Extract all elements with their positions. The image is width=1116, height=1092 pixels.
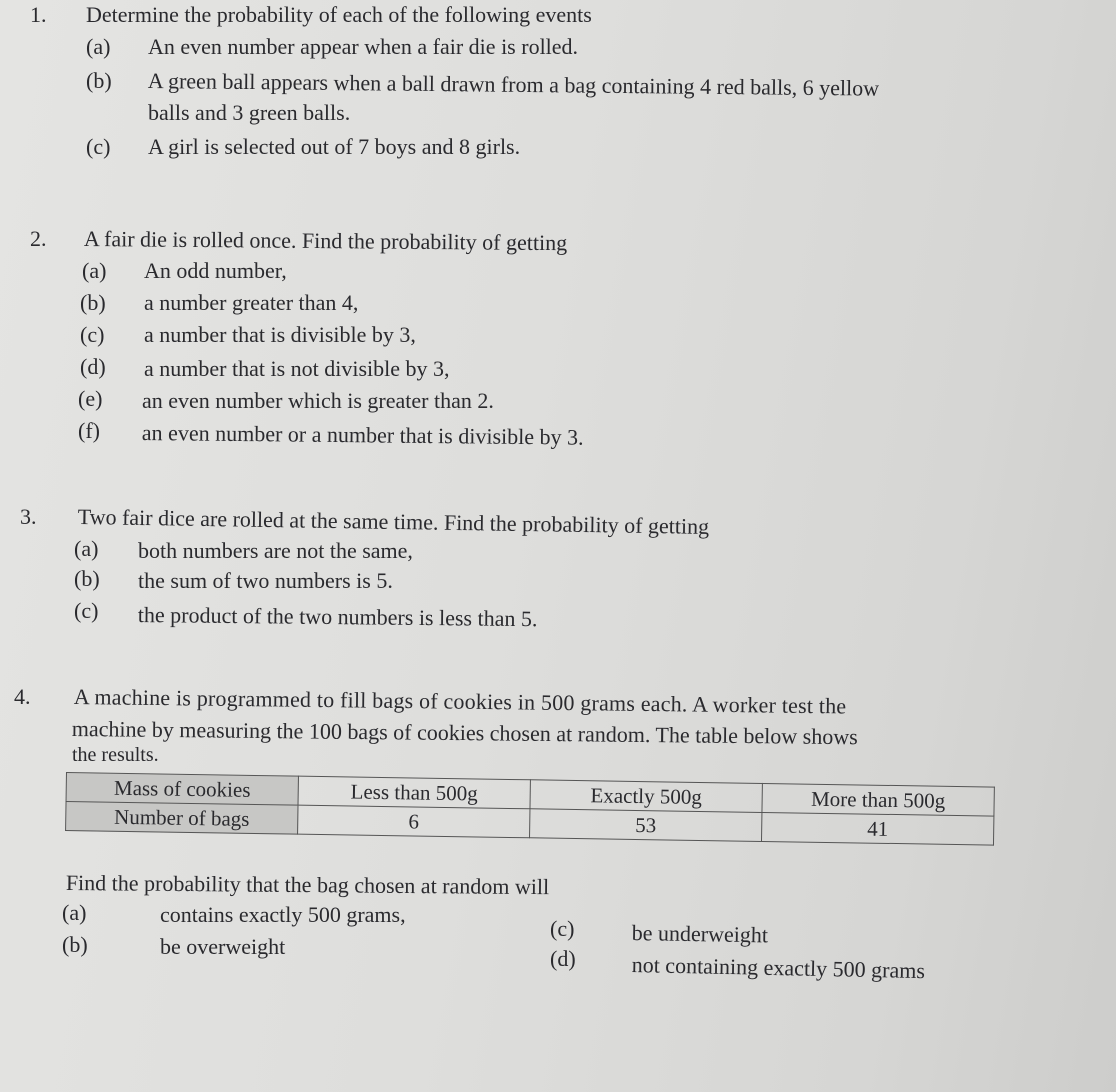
question-3c-label: (c) — [74, 598, 99, 623]
table-header-cell: Exactly 500g — [530, 780, 762, 813]
question-2f-label: (f) — [78, 418, 100, 443]
question-2f-text: an even number or a number that is divisible by 3. — [141, 420, 584, 450]
question-4a-text: contains exactly 500 grams, — [160, 902, 406, 927]
question-2c-label: (c) — [80, 322, 105, 347]
question-3b-text: the sum of two numbers is 5. — [138, 568, 393, 593]
question-2c-text: a number that is divisible by 3, — [144, 322, 416, 347]
question-4-text-line1: A machine is programmed to fill bags of cookies in 500 grams each. A worker test the — [73, 684, 847, 719]
question-3-number: 3. — [20, 504, 37, 529]
question-1-number: 1. — [30, 2, 47, 27]
question-3a-text: both numbers are not the same, — [138, 538, 413, 563]
question-1b-text-line2: balls and 3 green balls. — [148, 100, 351, 125]
table-header-cell: Mass of cookies — [66, 773, 298, 806]
question-4-number: 4. — [14, 684, 31, 709]
question-2a-text: An odd number, — [144, 258, 287, 283]
question-4d-text: not containing exactly 500 grams — [631, 952, 926, 984]
question-4b-text: be overweight — [160, 934, 286, 959]
question-4-prompt: Find the probability that the bag chosen at random will — [65, 870, 550, 900]
question-2e-label: (e) — [78, 386, 103, 411]
question-1a-text: An even number appear when a fair die is rolled. — [148, 34, 579, 59]
cookie-mass-table — [65, 772, 995, 846]
question-1b-label: (b) — [86, 68, 112, 93]
table-cell: Number of bags — [66, 802, 298, 835]
question-4c-label: (c) — [550, 916, 575, 941]
question-4-text-line2: machine by measuring the 100 bags of cookies chosen at random. The table below shows — [71, 716, 858, 750]
question-1b-text-line1: A green ball appears when a ball drawn from a bag containing 4 red balls, 6 yellow — [147, 68, 880, 101]
question-1c-label: (c) — [86, 134, 111, 159]
question-4c-text: be underweight — [631, 920, 769, 948]
question-2e-text: an even number which is greater than 2. — [142, 388, 494, 413]
table-cell: 41 — [761, 812, 993, 845]
question-3a-label: (a) — [74, 536, 99, 561]
question-2b-text: a number greater than 4, — [144, 290, 359, 315]
question-3b-label: (b) — [74, 566, 100, 591]
question-2-title: A fair die is rolled once. Find the probability of getting — [83, 226, 568, 256]
question-2-number: 2. — [30, 226, 47, 251]
question-2d-label: (d) — [80, 354, 106, 379]
question-1a-label: (a) — [86, 34, 111, 59]
table-cell: 53 — [530, 809, 762, 842]
question-2b-label: (b) — [80, 290, 106, 315]
question-4b-label: (b) — [62, 932, 88, 957]
question-3c-text: the product of the two numbers is less than 5. — [137, 602, 538, 632]
question-4d-label: (d) — [550, 946, 576, 971]
question-3-title: Two fair dice are rolled at the same time. Find the probability of getting — [77, 504, 710, 539]
question-1c-text: A girl is selected out of 7 boys and 8 girls. — [148, 134, 521, 159]
table-cell: 6 — [298, 805, 530, 838]
table-header-cell: More than 500g — [762, 783, 994, 816]
question-4a-label: (a) — [62, 900, 87, 925]
question-4-text-line3: the results. — [72, 744, 159, 766]
question-2a-label: (a) — [82, 258, 107, 283]
question-1-title: Determine the probability of each of the following events — [86, 2, 592, 27]
table-header-cell: Less than 500g — [298, 776, 530, 809]
question-2d-text: a number that is not divisible by 3, — [144, 356, 450, 381]
